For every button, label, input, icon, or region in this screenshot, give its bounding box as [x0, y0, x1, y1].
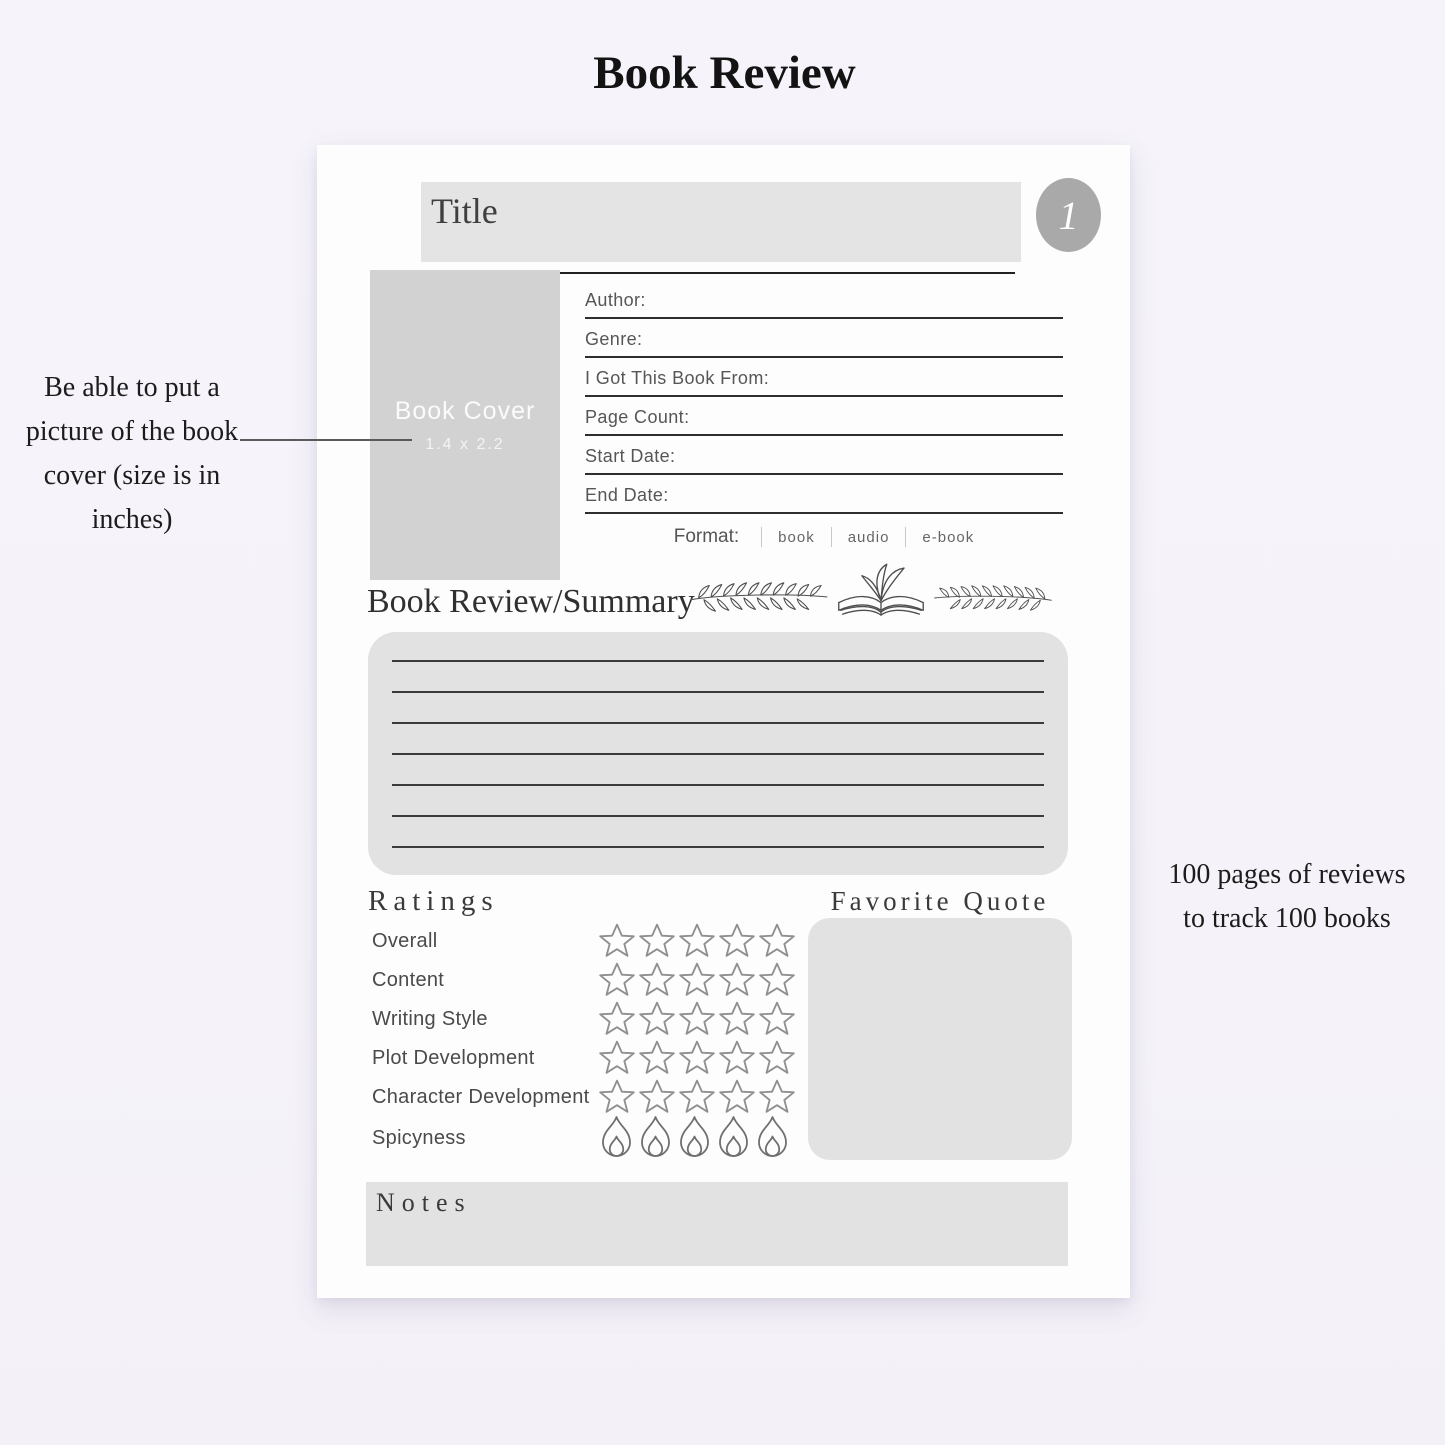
book-cover-size: 1.4 x 2.2 — [425, 435, 505, 453]
summary-rule-line — [392, 815, 1044, 817]
format-label: Format: — [673, 526, 740, 547]
title-field — [421, 182, 1021, 262]
star-icon — [677, 1038, 717, 1078]
rating-icons — [597, 999, 797, 1039]
star-icon — [757, 1038, 797, 1078]
title-label: Title — [431, 191, 498, 231]
field-page-count-label: Page Count: — [585, 407, 690, 427]
rating-label: Overall — [372, 929, 438, 952]
star-icon — [637, 921, 677, 961]
book-cover-label: Book Cover — [394, 396, 536, 425]
star-icon — [597, 1038, 637, 1078]
format-option-book: book — [778, 528, 815, 546]
annotation-page-count: 100 pages of reviews to track 100 books — [1168, 859, 1406, 934]
rating-label: Content — [372, 968, 445, 991]
field-author-label: Author: — [585, 290, 646, 310]
star-icon — [757, 1077, 797, 1117]
format-divider — [905, 527, 906, 547]
page-number-badge — [1036, 178, 1101, 252]
format-option-ebook: e-book — [922, 528, 975, 546]
field-source-label: I Got This Book From: — [585, 368, 770, 388]
star-icon — [597, 999, 637, 1039]
rating-row-spicyness — [372, 1114, 852, 1162]
rating-icons — [597, 921, 797, 961]
star-icon — [757, 960, 797, 1000]
laurel-branch-icon — [688, 573, 830, 621]
annotation-pointer-line — [240, 439, 412, 441]
page-number: 1 — [1058, 192, 1079, 238]
rating-label: Spicyness — [372, 1126, 466, 1149]
star-icon — [677, 921, 717, 961]
field-start-date-label: Start Date: — [585, 446, 676, 466]
star-icon — [717, 1077, 757, 1117]
flame-icon — [597, 1114, 636, 1162]
field-page-count — [585, 407, 1063, 436]
star-icon — [677, 1077, 717, 1117]
format-option-audio: audio — [847, 528, 890, 546]
rating-row-content — [372, 960, 852, 1000]
star-icon — [717, 999, 757, 1039]
flame-icon — [636, 1114, 675, 1162]
favorite-quote-area — [808, 918, 1072, 1160]
notes-heading: Notes — [376, 1188, 472, 1217]
flame-icon — [753, 1114, 792, 1162]
summary-rule-line — [392, 846, 1044, 848]
promo-title: Book Review — [593, 47, 856, 99]
field-end-date — [585, 485, 1063, 514]
rating-label: Plot Development — [372, 1046, 535, 1069]
summary-rule-line — [392, 660, 1044, 662]
star-icon — [637, 999, 677, 1039]
star-icon — [677, 999, 717, 1039]
rating-icons — [597, 1038, 797, 1078]
notes-area — [366, 1182, 1068, 1266]
laurel-branch-icon — [932, 575, 1054, 621]
star-icon — [597, 1077, 637, 1117]
journal-sheet — [317, 145, 1130, 1298]
book-cover-placeholder — [370, 270, 560, 580]
open-book-icon — [833, 558, 929, 630]
star-icon — [717, 1038, 757, 1078]
summary-rule-line — [392, 691, 1044, 693]
field-genre-label: Genre: — [585, 329, 643, 349]
field-genre — [585, 329, 1063, 358]
ratings-heading: Ratings — [368, 885, 499, 917]
field-author — [585, 290, 1063, 319]
rating-row-overall — [372, 921, 852, 961]
star-icon — [757, 921, 797, 961]
annotation-book-cover: Be able to put a picture of the book cover (size is in inches) — [25, 372, 239, 535]
rating-row-character-development — [372, 1077, 852, 1117]
format-row — [585, 523, 1063, 551]
flame-icon — [675, 1114, 714, 1162]
summary-writing-area — [368, 632, 1068, 875]
star-icon — [597, 921, 637, 961]
rating-label: Writing Style — [372, 1007, 488, 1030]
rating-icons — [597, 960, 797, 1000]
star-icon — [677, 960, 717, 1000]
field-source — [585, 368, 1063, 397]
rating-row-writing-style — [372, 999, 852, 1039]
rating-icons — [597, 1114, 792, 1162]
star-icon — [637, 960, 677, 1000]
star-icon — [757, 999, 797, 1039]
format-divider — [831, 527, 832, 547]
rating-icons — [597, 1077, 797, 1117]
summary-heading: Book Review/Summary — [367, 583, 695, 620]
star-icon — [717, 960, 757, 1000]
star-icon — [597, 960, 637, 1000]
rating-label: Character Development — [372, 1085, 590, 1108]
flame-icon — [714, 1114, 753, 1162]
summary-rule-line — [392, 753, 1044, 755]
summary-rule-line — [392, 784, 1044, 786]
field-end-date-label: End Date: — [585, 485, 669, 505]
field-start-date — [585, 446, 1063, 475]
star-icon — [637, 1038, 677, 1078]
star-icon — [637, 1077, 677, 1117]
favorite-quote-heading: Favorite Quote — [830, 886, 1050, 916]
summary-rule-line — [392, 722, 1044, 724]
star-icon — [717, 921, 757, 961]
rating-row-plot-development — [372, 1038, 852, 1078]
format-divider — [761, 527, 762, 547]
